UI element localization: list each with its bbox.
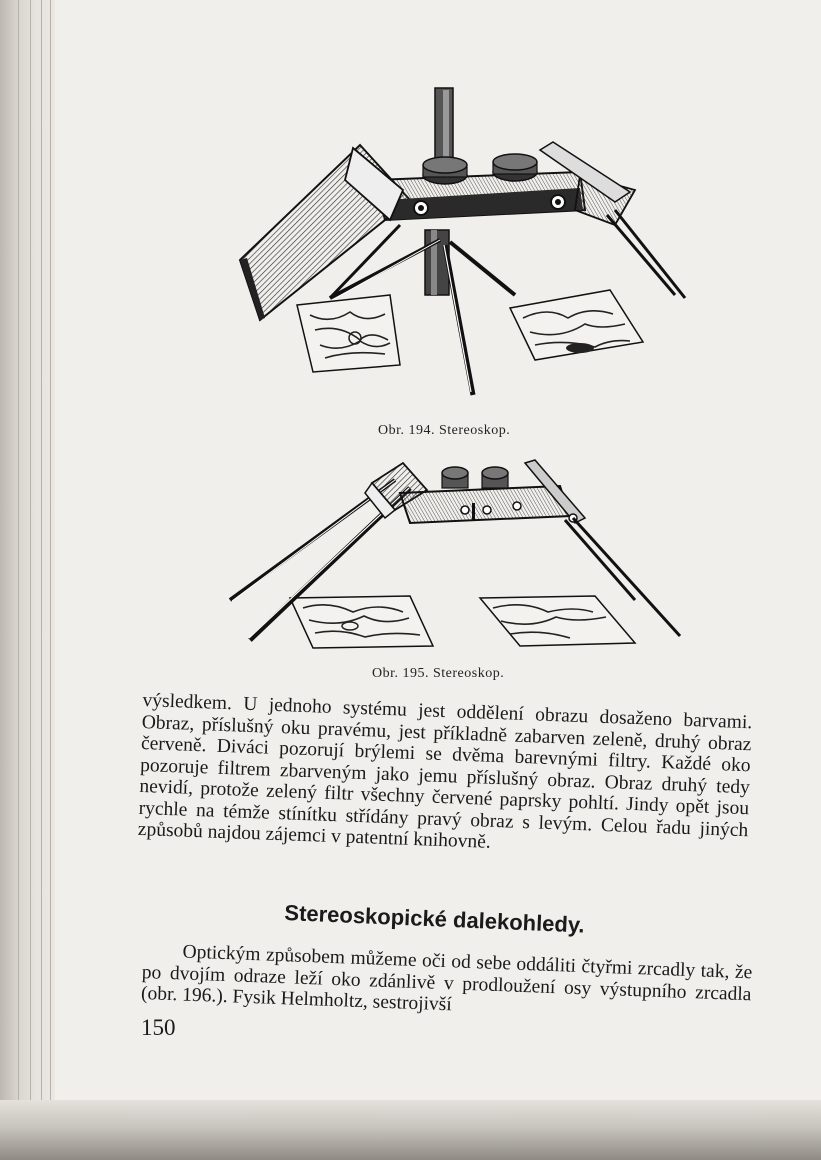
page-number: 150 <box>141 1015 176 1040</box>
figure-194-caption: Obr. 194. Stereoskop. <box>378 423 511 438</box>
figure-195-stereoscope-illustration <box>225 458 695 658</box>
page-bottom-edge <box>0 1100 821 1160</box>
paragraph-text-2: Optickým způsobem můžeme oči od sebe oddáliti čtyřmi zrcadly tak, že po dvojím odraze leží oko zdánlivě v prodloužení osy výstupního zrcadla (obr. 196.). Fysik Helmholtz, sestrojivší <box>140 941 753 1016</box>
section-heading: Stereoskopické dalekohledy. <box>283 900 586 938</box>
book-spine <box>0 0 60 1160</box>
figure-195-caption: Obr. 195. Stereoskop. <box>372 666 505 681</box>
figure-194-stereoscope-illustration <box>235 80 705 410</box>
body-paragraph <box>137 690 752 863</box>
paragraph-text: výsledkem. U jednoho systému jest oddělení obrazu dosaženo barvami. Obraz, příslušný oku pravému, jest příkladně zabarven zeleně, druhý obraz červeně. Diváci pozorují brýlemi se dvěma barevnými filtry. Každé oko pozoruje filtrem zbarveným jako jemu příslušný obraz. Obraz druhý tedy nevidí, protože zelený filtr všechny červené paprsky pohltí. Jindy opět jsou rychle na témže stínítku střídány pravý obraz s levým. Celou řadu jiných způsobů najdou zájemci v patentní knihovně. <box>137 690 753 853</box>
